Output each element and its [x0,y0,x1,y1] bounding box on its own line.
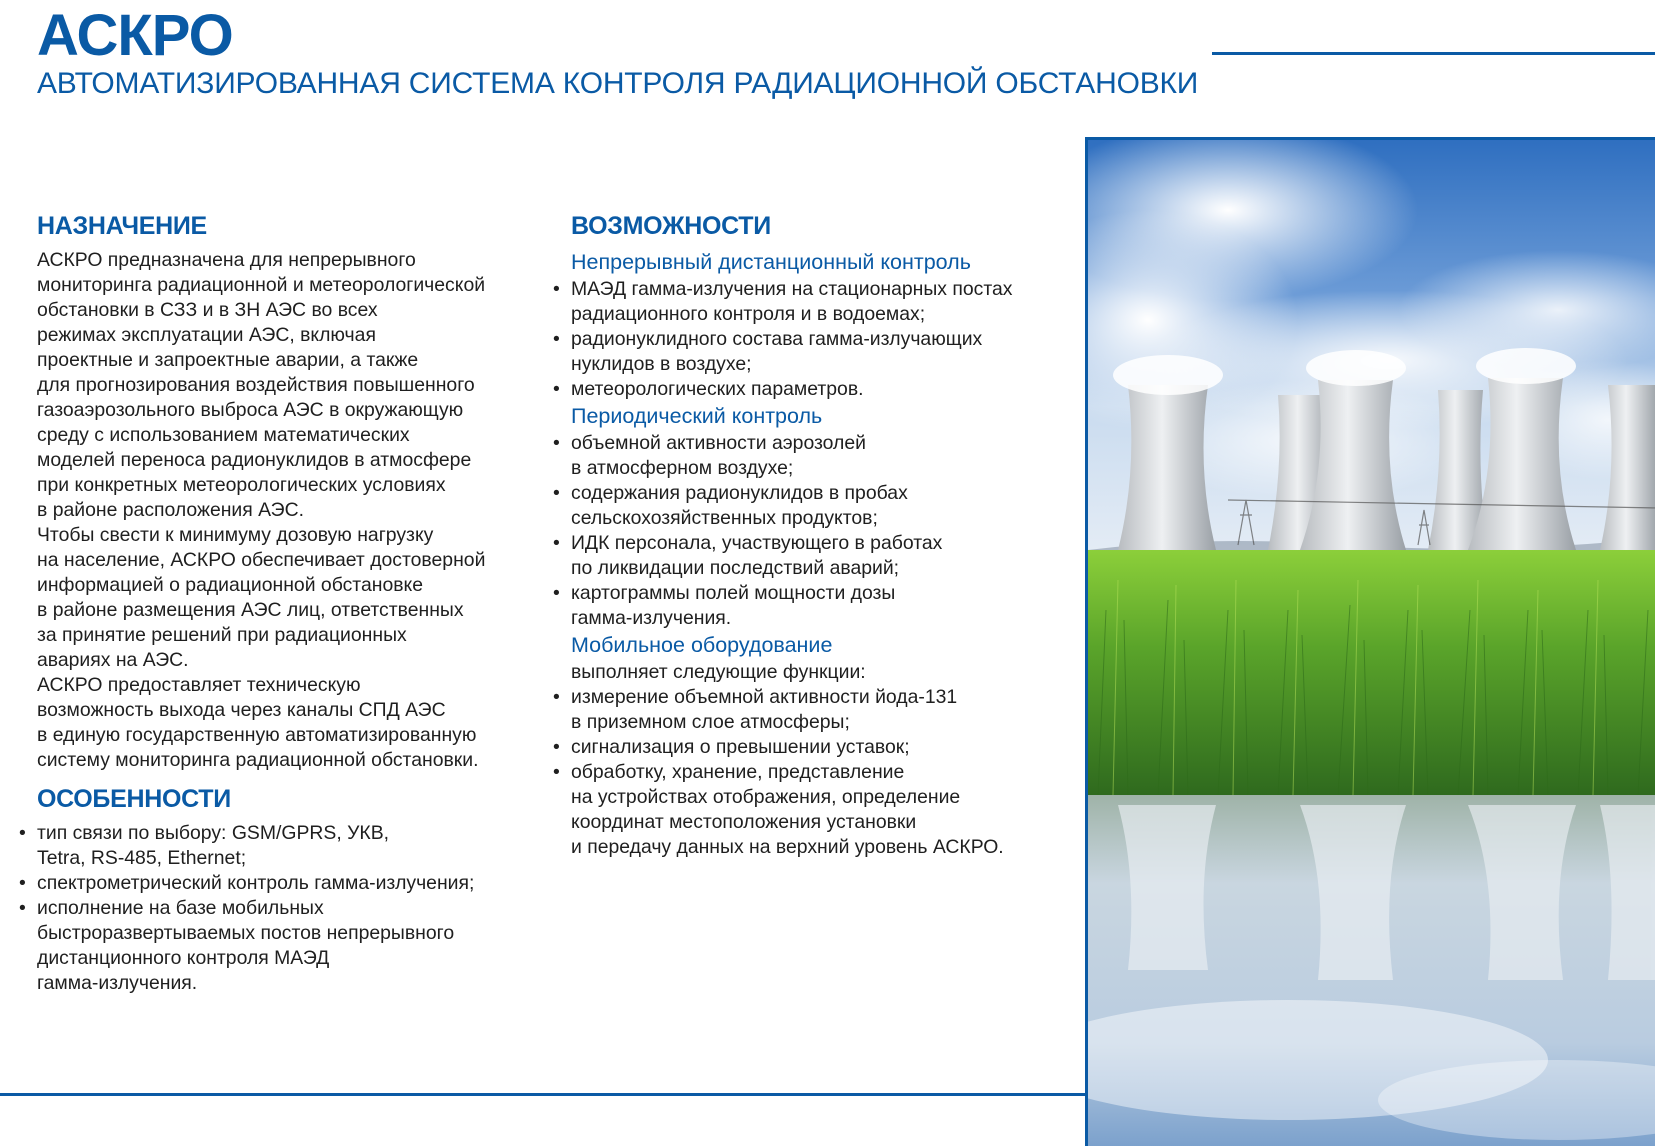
list-item-line: • содержания радионуклидов в пробах [571,482,908,504]
list-item-line: • метеорологических параметров. [571,378,864,400]
list-item [571,327,1071,377]
text-line: обстановки в СЗЗ и в ЗН АЭС во всех [37,299,378,321]
text-line: моделей переноса радионуклидов в атмосфере [37,449,472,471]
text-line: мониторинга радиационной и метеорологической [37,274,486,296]
text-line: авариях на АЭС. [37,649,189,671]
list-item-line: на устройствах отображения, определение [571,786,961,808]
list-item-line: радиационного контроля и в водоемах; [571,303,926,325]
list-item-line: и передачу данных на верхний уровень АСКРО. [571,836,1004,858]
page-title: АСКРО [37,3,233,68]
periodic-control-list [571,431,1071,631]
capabilities-heading: ВОЗМОЖНОСТИ [571,212,771,240]
list-item-line: • исполнение на базе мобильных [37,897,324,919]
list-item-line: в приземном слое атмосферы; [571,711,850,733]
periodic-control-title: Периодический контроль [571,404,823,428]
mobile-equipment-list [571,685,1071,860]
text-line: газоаэрозольного выброса АЭС в окружающую [37,399,464,421]
list-item-line: • картограммы полей мощности дозы [571,582,896,604]
list-item-line: • спектрометрический контроль гамма-излучения; [37,872,475,894]
list-item-line: координат местоположения установки [571,811,917,833]
list-item-line: нуклидов в воздухе; [571,353,752,375]
text-line: Чтобы свести к минимуму дозовую нагрузку [37,524,434,546]
list-item [571,481,1071,531]
mobile-equipment-intro: выполняет следующие функции: [571,661,866,683]
list-item-line: • МАЭД гамма-излучения на стационарных постах [571,278,1013,300]
mobile-equipment-title: Мобильное оборудование [571,633,833,657]
continuous-control-list [571,277,1071,402]
list-item-line: • ИДК персонала, участвующего в работах [571,532,943,554]
list-item-line: Tetra, RS-485, Ethernet; [37,847,247,869]
text-line: в единую государственную автоматизированную [37,724,477,746]
list-item [571,531,1071,581]
list-item-line: дистанционного контроля МАЭД [37,947,330,969]
bottom-divider [0,1093,1086,1096]
text-line: на население, АСКРО обеспечивает достоверной [37,549,486,571]
continuous-control-title: Непрерывный дистанционный контроль [571,250,971,274]
list-item-line: гамма-излучения. [37,972,198,994]
purpose-heading: НАЗНАЧЕНИЕ [37,212,207,240]
text-line: за принятие решений при радиационных [37,624,407,646]
text-line: возможность выхода через каналы СПД АЭС [37,699,446,721]
text-line: для прогнозирования воздействия повышенного [37,374,475,396]
list-item-line: • тип связи по выбору: GSM/GPRS, УКВ, [37,822,390,844]
purpose-paragraph-3 [37,673,537,773]
features-heading: ОСОБЕННОСТИ [37,785,231,813]
list-item [571,685,1071,735]
middle-column [571,210,1071,860]
list-item [37,871,537,896]
text-line: в районе расположения АЭС. [37,499,304,521]
list-item-line: • обработку, хранение, представление [571,761,905,783]
list-item [571,277,1071,327]
list-item-line: по ликвидации последствий аварий; [571,557,900,579]
left-column [37,210,537,996]
list-item-line: • сигнализация о превышении уставок; [571,736,910,758]
text-line: АСКРО предоставляет техническую [37,674,361,696]
list-item-line: в атмосферном воздухе; [571,457,794,479]
list-item-line: быстроразвертываемых постов непрерывного [37,922,455,944]
text-line: среду с использованием математических [37,424,410,446]
list-item [571,760,1071,860]
page-subtitle: АВТОМАТИЗИРОВАННАЯ СИСТЕМА КОНТРОЛЯ РАДИАЦИОННОЙ ОБСТАНОВКИ [37,67,1199,100]
list-item [37,896,537,996]
purpose-paragraph-1 [37,248,537,523]
text-line: в районе размещения АЭС лиц, ответственных [37,599,464,621]
top-divider [1212,52,1655,55]
text-line: АСКРО предназначена для непрерывного [37,249,416,271]
features-list [37,821,537,996]
text-line: информацией о радиационной обстановке [37,574,424,596]
list-item-line: • радионуклидного состава гамма-излучающих [571,328,983,350]
text-line: при конкретных метеорологических условиях [37,474,446,496]
list-item-line: сельскохозяйственных продуктов; [571,507,878,529]
text-line: режимах эксплуатации АЭС, включая [37,324,376,346]
text-line: проектные и запроектные аварии, а также [37,349,419,371]
cooling-towers-photo [1085,137,1655,1146]
purpose-paragraph-2 [37,523,537,673]
list-item [571,581,1071,631]
list-item [571,377,1071,402]
list-item [37,821,537,871]
list-item [571,431,1071,481]
list-item-line: гамма-излучения. [571,607,732,629]
list-item-line: • объемной активности аэрозолей [571,432,866,454]
list-item-line: • измерение объемной активности йода-131 [571,686,958,708]
text-line: систему мониторинга радиационной обстановки. [37,749,479,771]
list-item [571,735,1071,760]
